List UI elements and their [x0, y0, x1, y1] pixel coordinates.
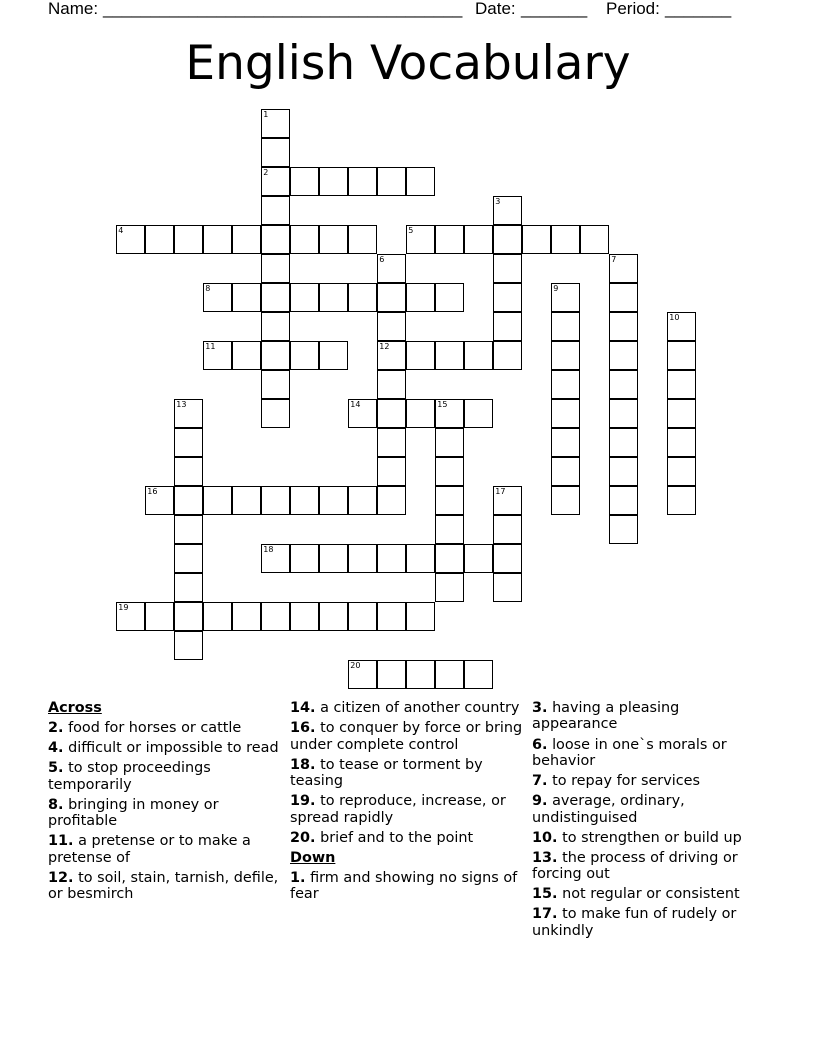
clue-down-1 [290, 870, 525, 903]
clue-text: a citizen of another country [320, 700, 520, 716]
cell-number: 17 [495, 487, 506, 497]
grid-cell[interactable] [551, 370, 580, 399]
grid-cell[interactable] [377, 370, 406, 399]
grid-cell[interactable] [319, 486, 348, 515]
grid-cell[interactable] [667, 428, 696, 457]
clue-number: 5. [48, 760, 64, 777]
clue-number: 7. [532, 773, 548, 789]
clue-number: 3. [532, 700, 548, 716]
grid-cell[interactable] [319, 225, 348, 254]
clue-across-5 [48, 760, 283, 793]
grid-cell[interactable] [667, 457, 696, 486]
cell-number: 14 [350, 400, 361, 410]
grid-cell[interactable] [261, 602, 290, 631]
grid-cell[interactable] [609, 370, 638, 399]
clue-across-11 [48, 833, 283, 866]
cell-number: 6 [379, 255, 385, 265]
name-label: Name: [48, 0, 99, 18]
grid-cell[interactable] [261, 370, 290, 399]
grid-cell[interactable] [406, 660, 435, 689]
grid-cell[interactable] [232, 602, 261, 631]
clue-text: to stop proceedings temporarily [48, 760, 211, 793]
grid-cell[interactable] [493, 312, 522, 341]
crossword-grid [117, 110, 680, 690]
grid-cell[interactable] [551, 457, 580, 486]
clue-text: bringing in money or profitable [48, 796, 219, 830]
clue-number: 19. [290, 793, 316, 810]
grid-cell[interactable] [290, 544, 319, 573]
grid-cell[interactable] [435, 341, 464, 370]
clue-text: average, ordinary, undistinguised [532, 793, 685, 826]
grid-cell[interactable] [232, 486, 261, 515]
cell-number: 19 [118, 603, 129, 613]
clue-across-4 [48, 740, 283, 756]
grid-cell[interactable] [174, 428, 203, 457]
cell-number: 10 [669, 313, 680, 323]
cell-number: 13 [176, 400, 187, 410]
clue-text: to repay for services [552, 773, 700, 789]
grid-cell[interactable] [261, 109, 290, 138]
grid-cell[interactable] [377, 283, 406, 312]
cell-number: 2 [263, 168, 269, 178]
grid-cell[interactable] [435, 428, 464, 457]
grid-cell[interactable] [203, 486, 232, 515]
grid-cell[interactable] [493, 573, 522, 602]
puzzle-title: English Vocabulary [185, 36, 631, 91]
clue-text: a pretense or to make a pretense of [48, 833, 251, 866]
grid-cell[interactable] [493, 544, 522, 573]
grid-cell[interactable] [377, 486, 406, 515]
grid-cell[interactable] [551, 312, 580, 341]
clues-column-2 [290, 700, 525, 906]
grid-cell[interactable] [493, 196, 522, 225]
across-heading: Across [48, 700, 102, 716]
grid-cell[interactable] [406, 341, 435, 370]
clue-down-9 [532, 793, 767, 826]
period-blank: _______ [665, 0, 732, 18]
grid-cell[interactable] [580, 225, 609, 254]
clue-number: 14. [290, 700, 316, 716]
clue-down-15 [532, 886, 767, 902]
cell-number: 4 [118, 226, 124, 236]
grid-cell[interactable] [493, 486, 522, 515]
grid-cell[interactable] [232, 283, 261, 312]
cell-number: 16 [147, 487, 158, 497]
grid-cell[interactable] [232, 225, 261, 254]
cell-number: 20 [350, 661, 361, 671]
grid-cell[interactable] [290, 486, 319, 515]
grid-cell[interactable] [406, 225, 435, 254]
clues-column-1 [48, 700, 283, 906]
grid-cell[interactable] [261, 486, 290, 515]
date-blank: _______ [521, 0, 588, 18]
grid-cell[interactable] [174, 457, 203, 486]
clue-down-13 [532, 850, 767, 883]
grid-cell[interactable] [667, 486, 696, 515]
grid-cell[interactable] [551, 428, 580, 457]
grid-cell[interactable] [551, 486, 580, 515]
clue-number: 13. [532, 849, 558, 866]
grid-cell[interactable] [348, 660, 377, 689]
clue-text: having a pleasing appearance [532, 700, 680, 733]
grid-cell[interactable] [406, 602, 435, 631]
grid-cell[interactable] [174, 573, 203, 602]
grid-cell[interactable] [261, 341, 290, 370]
grid-cell[interactable] [464, 399, 493, 428]
clue-across-19 [290, 793, 525, 826]
grid-cell[interactable] [406, 283, 435, 312]
clue-text: to strengthen or build up [562, 829, 742, 846]
grid-cell[interactable] [551, 341, 580, 370]
down-heading: Down [290, 849, 336, 866]
grid-cell[interactable] [377, 457, 406, 486]
grid-cell[interactable] [435, 225, 464, 254]
grid-cell[interactable] [406, 544, 435, 573]
grid-cell[interactable] [667, 370, 696, 399]
clues-column-3 [532, 700, 767, 943]
cell-number: 7 [611, 255, 617, 265]
cell-number: 8 [205, 284, 211, 294]
grid-cell[interactable] [493, 515, 522, 544]
grid-cell[interactable] [551, 283, 580, 312]
grid-cell[interactable] [290, 602, 319, 631]
grid-cell[interactable] [435, 515, 464, 544]
grid-cell[interactable] [174, 631, 203, 660]
grid-cell[interactable] [609, 312, 638, 341]
clue-number: 18. [290, 756, 316, 773]
grid-cell[interactable] [406, 399, 435, 428]
grid-cell[interactable] [261, 312, 290, 341]
grid-cell[interactable] [290, 225, 319, 254]
grid-cell[interactable] [377, 399, 406, 428]
grid-cell[interactable] [464, 544, 493, 573]
clue-across-14 [290, 700, 525, 716]
clue-number: 8. [48, 796, 64, 813]
grid-cell[interactable] [377, 660, 406, 689]
grid-cell[interactable] [609, 399, 638, 428]
grid-cell[interactable] [319, 167, 348, 196]
grid-cell[interactable] [145, 225, 174, 254]
grid-cell[interactable] [348, 602, 377, 631]
grid-cell[interactable] [609, 457, 638, 486]
clue-down-6 [532, 737, 767, 770]
cell-number: 5 [408, 226, 414, 236]
grid-cell[interactable] [261, 544, 290, 573]
grid-cell[interactable] [435, 660, 464, 689]
name-blank: ______________________________________ [103, 0, 463, 18]
grid-cell[interactable] [290, 341, 319, 370]
grid-cell[interactable] [174, 602, 203, 631]
grid-cell[interactable] [203, 283, 232, 312]
period-label: Period: [606, 0, 660, 18]
date-label: Date: [475, 0, 516, 18]
grid-cell[interactable] [174, 399, 203, 428]
grid-cell[interactable] [290, 167, 319, 196]
clue-text: to soil, stain, tarnish, defile, or besmirch [48, 869, 279, 903]
grid-cell[interactable] [348, 486, 377, 515]
grid-cell[interactable] [435, 544, 464, 573]
grid-cell[interactable] [377, 428, 406, 457]
cell-number: 18 [263, 545, 274, 555]
grid-cell[interactable] [609, 428, 638, 457]
grid-cell[interactable] [203, 602, 232, 631]
cell-number: 9 [553, 284, 559, 294]
student-info-header [0, 0, 816, 22]
grid-cell[interactable] [203, 341, 232, 370]
grid-cell[interactable] [319, 602, 348, 631]
grid-cell[interactable] [493, 225, 522, 254]
grid-cell[interactable] [377, 167, 406, 196]
grid-cell[interactable] [435, 573, 464, 602]
clue-across-2 [48, 720, 283, 736]
grid-cell[interactable] [261, 196, 290, 225]
clue-text: to tease or torment by teasing [290, 756, 483, 789]
grid-cell[interactable] [319, 341, 348, 370]
grid-cell[interactable] [377, 254, 406, 283]
clue-text: difficult or impossible to read [68, 740, 279, 757]
clue-number: 1. [290, 869, 306, 886]
grid-cell[interactable] [551, 399, 580, 428]
grid-cell[interactable] [435, 283, 464, 312]
clue-text: firm and showing no signs of fear [290, 869, 518, 903]
grid-cell[interactable] [435, 486, 464, 515]
grid-cell[interactable] [406, 167, 435, 196]
grid-cell[interactable] [435, 457, 464, 486]
clue-text: food for horses or cattle [68, 720, 242, 737]
grid-cell[interactable] [116, 225, 145, 254]
cell-number: 15 [437, 400, 448, 410]
clue-text: the process of driving or forcing out [532, 849, 738, 883]
cell-number: 3 [495, 197, 501, 207]
grid-cell[interactable] [145, 602, 174, 631]
grid-cell[interactable] [261, 225, 290, 254]
clue-number: 16. [290, 720, 316, 737]
clue-down-17 [532, 906, 767, 939]
cell-number: 11 [205, 342, 216, 352]
grid-cell[interactable] [609, 341, 638, 370]
clue-number: 12. [48, 869, 74, 886]
clue-number: 17. [532, 906, 558, 923]
grid-cell[interactable] [116, 602, 145, 631]
grid-cell[interactable] [667, 399, 696, 428]
grid-cell[interactable] [667, 312, 696, 341]
clue-number: 10. [532, 829, 558, 846]
grid-cell[interactable] [203, 225, 232, 254]
clue-number: 2. [48, 720, 64, 737]
grid-cell[interactable] [377, 312, 406, 341]
clue-number: 20. [290, 829, 316, 846]
grid-cell[interactable] [609, 486, 638, 515]
grid-cell[interactable] [493, 254, 522, 283]
clue-text: to reproduce, increase, or spread rapidly [290, 793, 506, 826]
grid-cell[interactable] [464, 225, 493, 254]
clue-down-10 [532, 830, 767, 846]
grid-cell[interactable] [261, 399, 290, 428]
grid-cell[interactable] [609, 254, 638, 283]
clue-number: 9. [532, 793, 548, 810]
grid-cell[interactable] [174, 225, 203, 254]
grid-cell[interactable] [348, 225, 377, 254]
grid-cell[interactable] [348, 399, 377, 428]
clue-across-20 [290, 830, 525, 846]
clue-text: to conquer by force or bring under complete control [290, 720, 523, 753]
grid-cell[interactable] [377, 602, 406, 631]
grid-cell[interactable] [464, 660, 493, 689]
grid-cell[interactable] [261, 283, 290, 312]
grid-cell[interactable] [319, 544, 348, 573]
grid-cell[interactable] [551, 225, 580, 254]
clue-down-3 [532, 700, 767, 733]
clue-text: not regular or consistent [562, 886, 740, 903]
grid-cell[interactable] [319, 283, 348, 312]
grid-cell[interactable] [377, 341, 406, 370]
grid-cell[interactable] [493, 283, 522, 312]
clue-across-12 [48, 870, 283, 903]
grid-cell[interactable] [174, 544, 203, 573]
grid-cell[interactable] [667, 341, 696, 370]
clue-across-16 [290, 720, 525, 753]
grid-cell[interactable] [232, 341, 261, 370]
clue-text: brief and to the point [320, 829, 474, 846]
grid-cell[interactable] [609, 515, 638, 544]
clue-text: loose in one`s morals or behavior [532, 736, 727, 769]
grid-cell[interactable] [261, 138, 290, 167]
grid-cell[interactable] [290, 283, 319, 312]
clue-number: 11. [48, 833, 74, 850]
grid-cell[interactable] [261, 167, 290, 196]
grid-cell[interactable] [377, 544, 406, 573]
clue-across-18 [290, 757, 525, 790]
grid-cell[interactable] [174, 515, 203, 544]
clue-number: 15. [532, 886, 558, 903]
clue-number: 4. [48, 740, 64, 757]
grid-cell[interactable] [435, 399, 464, 428]
grid-cell[interactable] [174, 486, 203, 515]
clue-text: to make fun of rudely or unkindly [532, 906, 737, 939]
grid-cell[interactable] [348, 544, 377, 573]
grid-cell[interactable] [464, 341, 493, 370]
grid-cell[interactable] [348, 283, 377, 312]
grid-cell[interactable] [145, 486, 174, 515]
grid-cell[interactable] [609, 283, 638, 312]
cell-number: 1 [263, 110, 269, 120]
clue-down-7 [532, 773, 767, 789]
grid-cell[interactable] [493, 341, 522, 370]
grid-cell[interactable] [522, 225, 551, 254]
cell-number: 12 [379, 342, 390, 352]
clue-across-8 [48, 797, 283, 830]
grid-cell[interactable] [348, 167, 377, 196]
clue-number: 6. [532, 736, 548, 753]
grid-cell[interactable] [261, 254, 290, 283]
